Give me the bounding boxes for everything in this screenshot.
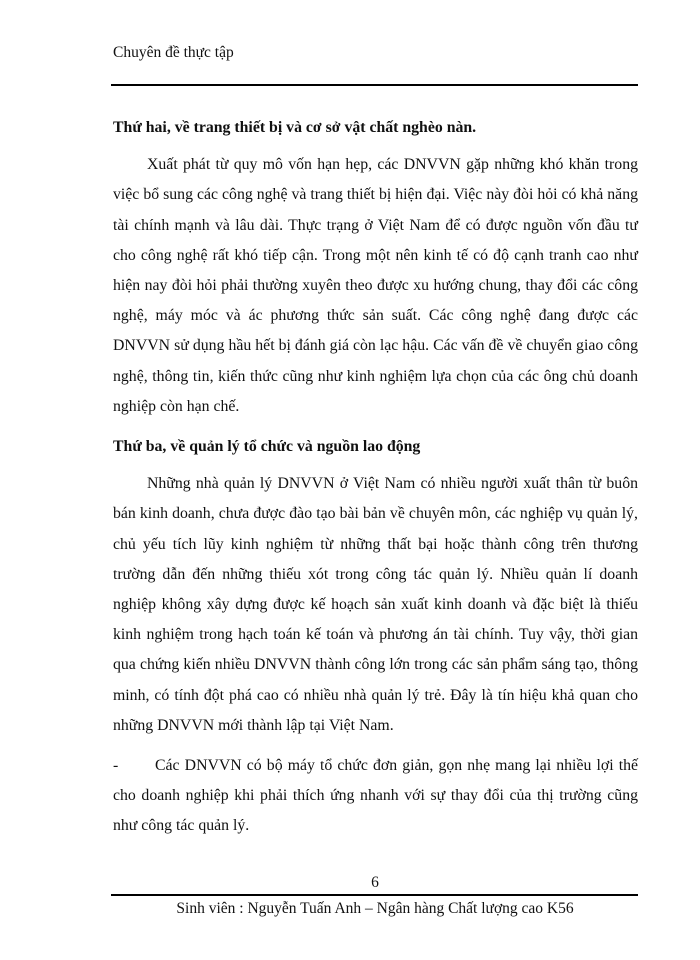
page-header-title: Chuyên đề thực tập: [113, 44, 234, 61]
bullet-item-text: Các DNVVN có bộ máy tổ chức đơn giản, gọn nhẹ mang lại nhiều lợi thế cho doanh nghiệp khi phải thích ứng nhanh với sự thay đổi của thị trường cũng như công tác quản lý.: [113, 757, 638, 835]
paragraph-equipment: Xuất phát từ quy mô vốn hạn hẹp, các DNVVN gặp những khó khăn trong việc bổ sung các công nghệ và trang thiết bị hiện đại. Việc này đòi hỏi có khả năng tài chính mạnh và lâu dài. Thực trạng ở Việt Nam để có được nguồn vốn đầu tư cho công nghệ rất khó tiếp cận. Trong một nên kinh tế có độ cạnh tranh cao như hiện nay đòi hỏi phải thường xuyên theo được xu hướng chung, thay đổi các công nghệ, máy móc và ác phương thức sản suất. Các công nghệ đang được các DNVVN sử dụng hầu hết bị đánh giá còn lạc hậu. Các vấn đề về chuyển giao công nghệ, thông tin, kiến thức cũng như kinh nghiệm lựa chọn của các ông chủ doanh nghiệp còn hạn chế.: [113, 156, 638, 415]
section-heading-equipment: Thứ hai, về trang thiết bị và cơ sở vật chất nghèo nàn.: [113, 119, 477, 136]
bullet-dash: -: [113, 757, 119, 775]
document-body: [113, 113, 638, 842]
header-rule: [111, 84, 638, 86]
footer-student-info: Sinh viên : Nguyễn Tuấn Anh – Ngân hàng Chất lượng cao K56: [176, 900, 574, 917]
page-number: 6: [371, 874, 379, 891]
bullet-item: [113, 751, 638, 842]
paragraph-management: Những nhà quản lý DNVVN ở Việt Nam có nhiều người xuất thân từ buôn bán kinh doanh, chưa được đào tạo bài bản về chuyên môn, các nghiệp vụ quản lý, chủ yếu tích lũy kinh nghiệm từ những thất bại hoặc thành công trên thương trường dẫn đến những thiếu xót trong công tác quản lý. Nhiều quản lí doanh nghiệp không xây dựng được kế hoạch sản xuất kinh doanh và đặc biệt là thiếu kinh nghiệm trong hạch toán kế toán và phương án tài chính. Tuy vậy, thời gian qua chứng kiến nhiều DNVVN thành công lớn trong các sản phẩm sáng tạo, thông minh, có tính đột phá cao có nhiều nhà quản lý trẻ. Đây là tín hiệu khả quan cho những DNVVN mới thành lập tại Việt Nam.: [113, 475, 638, 734]
footer-rule: [111, 894, 638, 896]
section-heading-management: Thứ ba, về quản lý tổ chức và nguồn lao động: [113, 438, 421, 456]
